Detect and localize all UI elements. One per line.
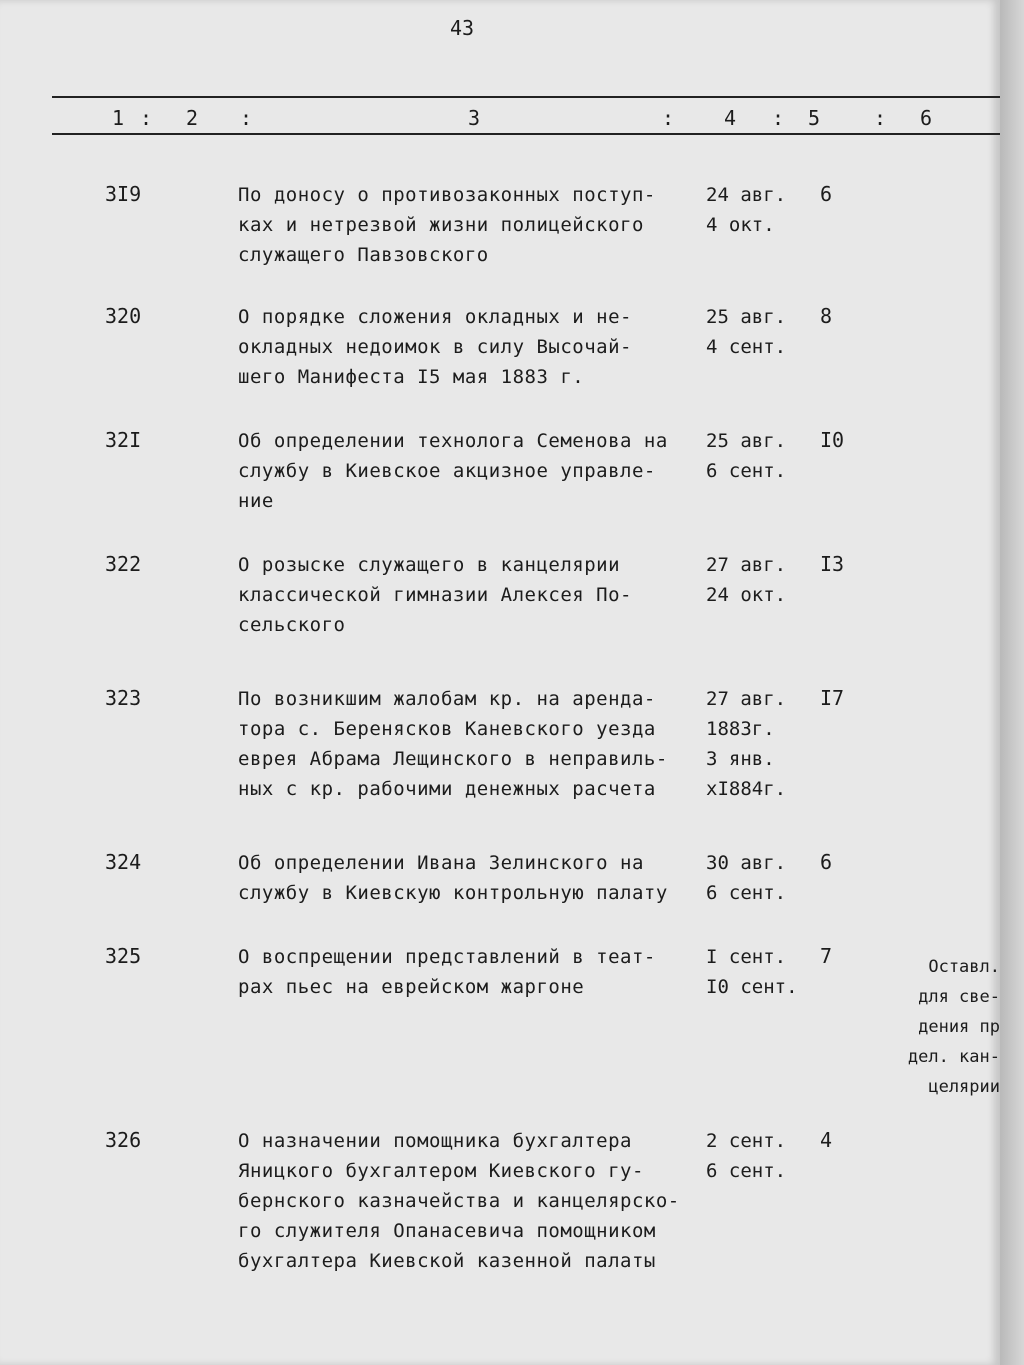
entry-title-line: По возникшим жалобам кр. на аренда- — [238, 688, 656, 710]
entry-date-line: 24 авг. — [706, 184, 787, 206]
entry-title-line: ние — [238, 490, 274, 512]
entry-date-line: 6 сент. — [706, 1160, 787, 1182]
entry-date-line: 4 окт. — [706, 214, 775, 236]
entry-title-line: тора с. Беренясков Каневского уезда — [238, 718, 656, 740]
entry-title-line: О воспрещении представлений в теат- — [238, 946, 656, 968]
entry-sheet-count: 7 — [820, 944, 833, 968]
entry-dates — [706, 550, 806, 610]
entry-number: 326 — [105, 1128, 142, 1152]
entry-title — [238, 550, 708, 640]
entry-dates — [706, 180, 806, 240]
entry-title-line: ках и нетрезвой жизни полицейского — [238, 214, 644, 236]
entry-title — [238, 180, 708, 270]
column-header-separator: : — [772, 106, 786, 130]
entry-sheet-count: 6 — [820, 182, 833, 206]
entry-title-line: Яницкого бухгалтером Киевского гу- — [238, 1160, 644, 1182]
entry-date-line: 27 авг. — [706, 554, 787, 576]
entry-remark-line: Оставл. — [928, 957, 1000, 977]
entry-sheet-count: 6 — [820, 850, 833, 874]
entry-date-line: 6 сент. — [706, 882, 787, 904]
entry-remark-line: дения пр — [918, 1017, 1000, 1037]
entry-number: 32I — [105, 428, 142, 452]
entry-title-line: еврея Абрама Лещинского в неправиль- — [238, 748, 668, 770]
column-header-1: 1 — [112, 106, 126, 130]
entry-title-line: окладных недоимок в силу Высочай- — [238, 336, 632, 358]
entry-sheet-count: I3 — [820, 552, 845, 576]
entry-title-line: службу в Киевское акцизное управле- — [238, 460, 656, 482]
entry-date-line: 24 окт. — [706, 584, 787, 606]
entry-title — [238, 684, 708, 804]
entry-sheet-count: 8 — [820, 304, 833, 328]
entry-title-line: классической гимназии Алексея По- — [238, 584, 632, 606]
entry-title-line: По доносу о противозаконных поступ- — [238, 184, 656, 206]
header-top-rule — [52, 96, 1000, 98]
entry-number: 322 — [105, 552, 142, 576]
entry-date-line: 25 авг. — [706, 430, 787, 452]
entry-title-line: бухгалтера Киевской казенной палаты — [238, 1250, 656, 1272]
entry-date-line: 4 сент. — [706, 336, 787, 358]
entry-title-line: го служителя Опанасевича помощником — [238, 1220, 656, 1242]
entry-date-line: I сент. — [706, 946, 787, 968]
entry-title-line: служащего Павзовского — [238, 244, 489, 266]
entry-title-line: Об определении технолога Семенова на — [238, 430, 668, 452]
entry-title — [238, 848, 708, 908]
entry-title-line: рах пьес на еврейском жаргоне — [238, 976, 585, 998]
entry-title — [238, 942, 708, 1002]
column-header-2: 2 — [186, 106, 200, 130]
entry-dates — [706, 848, 806, 908]
entry-date-line: 27 авг. — [706, 688, 787, 710]
column-header-separator: : — [240, 106, 254, 130]
entry-dates — [706, 684, 806, 804]
column-header-5: 5 — [808, 106, 822, 130]
entry-date-line: хI884г. — [706, 778, 787, 800]
entry-title-line: сельского — [238, 614, 346, 636]
entry-date-line: 2 сент. — [706, 1130, 787, 1152]
entry-title — [238, 426, 708, 516]
column-header-6: 6 — [920, 106, 934, 130]
entry-dates — [706, 1126, 806, 1186]
entry-dates — [706, 942, 806, 1002]
entry-date-line: 30 авг. — [706, 852, 787, 874]
entry-remark-line: дел. кан- — [907, 1047, 1000, 1067]
entry-sheet-count: I0 — [820, 428, 845, 452]
entry-title — [238, 1126, 708, 1276]
header-bottom-rule — [52, 133, 1000, 135]
column-header-separator: : — [140, 106, 154, 130]
entry-date-line: I0 сент. — [706, 976, 798, 998]
entry-date-line: 3 янв. — [706, 748, 775, 770]
entry-remark-line: для све- — [918, 987, 1000, 1007]
entry-title-line: О порядке сложения окладных и не- — [238, 306, 632, 328]
page-number: 43 — [450, 16, 475, 40]
column-header-separator: : — [662, 106, 676, 130]
entry-title-line: О розыске служащего в канцелярии — [238, 554, 621, 576]
entry-title — [238, 302, 708, 392]
column-header-separator: : — [874, 106, 888, 130]
entry-title-line: службу в Киевскую контрольную палату — [238, 882, 668, 904]
entry-number: 324 — [105, 850, 142, 874]
entry-number: 3I9 — [105, 182, 142, 206]
entry-date-line: 25 авг. — [706, 306, 787, 328]
entry-title-line: О назначении помощника бухгалтера — [238, 1130, 632, 1152]
entry-sheet-count: I7 — [820, 686, 845, 710]
entry-number: 323 — [105, 686, 142, 710]
column-header-4: 4 — [724, 106, 738, 130]
entry-number: 320 — [105, 304, 142, 328]
entry-title-line: Об определении Ивана Зелинского на — [238, 852, 644, 874]
entry-sheet-count: 4 — [820, 1128, 833, 1152]
entry-remark-line: целярии — [928, 1077, 1000, 1097]
page-edge — [1000, 0, 1024, 1365]
column-header-3: 3 — [468, 106, 482, 130]
entry-title-line: бернского казначейства и канцелярско- — [238, 1190, 680, 1212]
entry-number: 325 — [105, 944, 142, 968]
entry-dates — [706, 426, 806, 486]
entry-title-line: шего Манифеста I5 мая 1883 г. — [238, 366, 585, 388]
entry-date-line: 6 сент. — [706, 460, 787, 482]
entry-date-line: 1883г. — [706, 718, 775, 740]
entry-remark — [898, 952, 1000, 1102]
entry-dates — [706, 302, 806, 362]
entry-title-line: ных с кр. рабочими денежных расчета — [238, 778, 656, 800]
